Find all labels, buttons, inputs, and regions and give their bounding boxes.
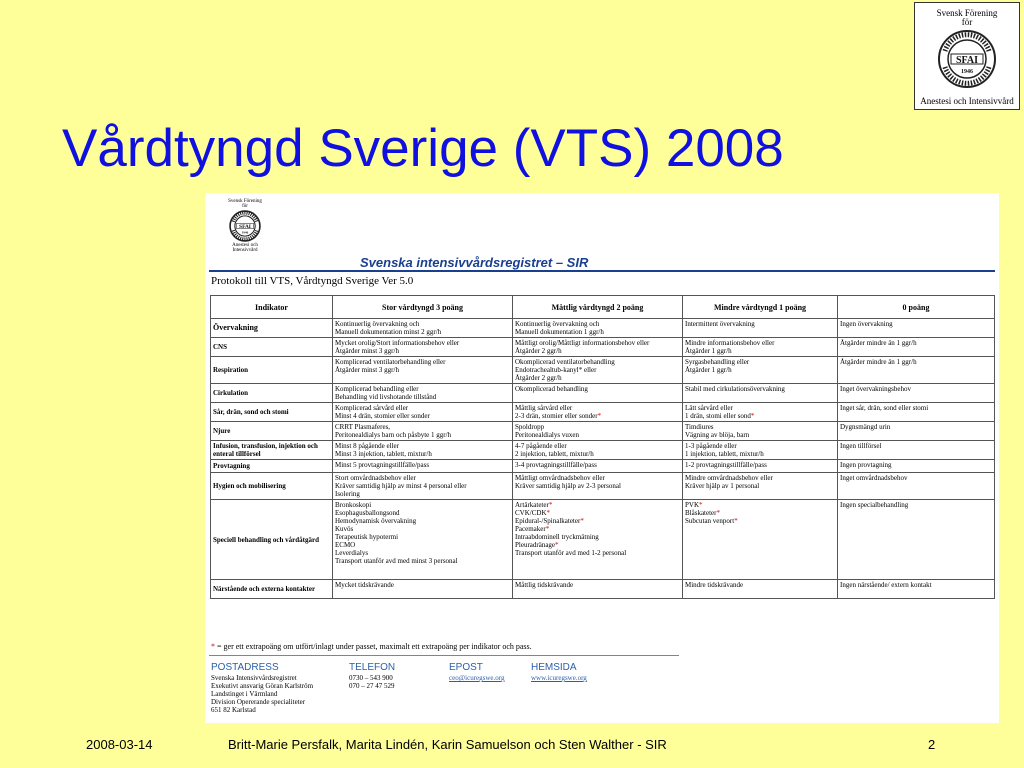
cell-line: Åtgärder 2 ggr/h <box>515 347 562 355</box>
cell-2-points <box>513 580 683 599</box>
cell-line: Blåskateter* <box>685 509 720 517</box>
cell-3-points <box>333 384 513 403</box>
cell-line: 1-3 pågående eller <box>685 442 737 450</box>
table-body <box>211 319 995 599</box>
cell-line: Måttligt orolig/Måttligt informationsbehov eller <box>515 339 650 347</box>
cell-3-points <box>333 500 513 580</box>
cell-line: Ingen specialbehandling <box>840 501 909 509</box>
cell-line: Terapeutisk hypotermi <box>335 533 399 541</box>
cell-1-point <box>683 422 838 441</box>
cell-line: Åtgärder 2 ggr/h <box>515 374 562 382</box>
cell-0-points <box>838 384 995 403</box>
cell-line: Komplicerad sårvård eller <box>335 404 409 412</box>
cell-line: Kuvös <box>335 525 354 533</box>
header-0-points: 0 poäng <box>838 296 995 319</box>
cell-0-points <box>838 319 995 338</box>
seal-text: SFAI <box>955 55 979 66</box>
telefon-line: 0730 – 543 900 <box>349 674 393 682</box>
table-row <box>211 403 995 422</box>
cell-line: 1-2 provtagningstillfälle/pass <box>685 461 767 469</box>
cell-line: Mycket orolig/Stort informationsbehov eller <box>335 339 460 347</box>
cell-line: Transport utanför avd med minst 3 personal <box>335 557 458 565</box>
logo-bottom-text: Anestesi och Intensivvård <box>920 96 1014 106</box>
extra-point-asterisk: * <box>580 517 584 525</box>
contact-postadress <box>211 662 313 714</box>
cell-line: Komplicerad behandling eller <box>335 385 419 393</box>
cell-1-point <box>683 384 838 403</box>
cell-2-points <box>513 500 683 580</box>
cell-line: Esophagusballongsond <box>335 509 400 517</box>
indicator-cell: Sår, drän, sond och stomi <box>211 403 333 422</box>
cell-line: Stabil med cirkulationsövervakning <box>685 385 785 393</box>
cell-3-points <box>333 357 513 384</box>
cell-1-point <box>683 357 838 384</box>
sfai-logo <box>914 2 1020 110</box>
indicator-cell: Hygien och mobilisering <box>211 473 333 500</box>
cell-0-points <box>838 422 995 441</box>
extra-point-asterisk: * <box>750 412 755 420</box>
cell-line: Bronkoskopi <box>335 501 372 509</box>
cell-0-points <box>838 580 995 599</box>
cell-line: 3-4 provtagningstillfälle/pass <box>515 461 597 469</box>
table-row <box>211 580 995 599</box>
cell-line: Okomplicerad ventilatorbehandling <box>515 358 615 366</box>
cell-line: Måttlig sårvård eller <box>515 404 573 412</box>
table-row <box>211 338 995 357</box>
cell-line: Åtgärder 1 ggr/h <box>685 366 732 374</box>
header-3-points: Stor vårdtyngd 3 poäng <box>333 296 513 319</box>
cell-line: CVK/CDK* <box>515 509 551 517</box>
cell-line: Pacemaker* <box>515 525 550 533</box>
cell-1-point <box>683 500 838 580</box>
cell-line: Syrgasbehandling eller <box>685 358 750 366</box>
cell-line: Åtgärder 1 ggr/h <box>685 347 732 355</box>
cell-line: 1 drän, stomi eller sond* <box>685 412 755 420</box>
doc-logo-top-text: Svensk Förening <box>228 199 262 204</box>
cell-0-points <box>838 473 995 500</box>
cell-line: Mindre tidskrävande <box>685 581 744 589</box>
cell-0-points <box>838 500 995 580</box>
footer-page-number: 2 <box>928 737 936 752</box>
contact-epost <box>449 662 505 682</box>
table-row <box>211 422 995 441</box>
cell-line: Kontinuerlig övervakning och <box>335 320 420 328</box>
cell-line: Åtgärder mindre än 1 ggr/h <box>840 358 917 366</box>
cell-line: PVK* <box>685 501 703 509</box>
cell-line: Inget omvårdnadsbehov <box>840 474 908 482</box>
cell-line: CRRT Plasmaferes, <box>335 423 391 431</box>
cell-2-points <box>513 403 683 422</box>
cell-line: Endotrachealtub-kanyl* eller <box>515 366 597 374</box>
cell-line: 1 injektion, tablett, mixtur/h <box>685 450 764 458</box>
cell-3-points <box>333 403 513 422</box>
cell-line: Minst 3 injektion, tablett, mixtur/h <box>335 450 432 458</box>
cell-line: 2-3 drän, stomier eller sonder* <box>515 412 602 420</box>
table-row <box>211 319 995 338</box>
indicator-cell: Infusion, transfusion, injektion och enteral tillförsel <box>211 441 333 460</box>
indicator-cell: Respiration <box>211 357 333 384</box>
seal-year: 1946 <box>961 69 973 75</box>
cell-line: Hemodynamisk övervakning <box>335 517 417 525</box>
cell-3-points <box>333 580 513 599</box>
cell-line: Kräver samtidig hjälp av minst 4 personal eller <box>335 482 467 490</box>
cell-2-points <box>513 384 683 403</box>
table-row <box>211 473 995 500</box>
cell-line: Inget sår, drän, sond eller stomi <box>840 404 929 412</box>
doc-logo-bottom-text: Anestesi och Intensivvård <box>232 243 258 253</box>
indicator-cell: Speciell behandling och vårdåtgärd <box>211 500 333 580</box>
cell-line: Isolering <box>335 490 360 498</box>
cell-3-points <box>333 441 513 460</box>
cell-line: Intraabdominell tryckmätning <box>515 533 599 541</box>
cell-line: Måttligt omvårdnadsbehov eller <box>515 474 605 482</box>
doc-seal-text: SFAI <box>239 224 251 231</box>
indicator-cell: Övervakning <box>211 319 333 338</box>
cell-2-points <box>513 357 683 384</box>
cell-line: Leverdialys <box>335 549 369 557</box>
postadress-line: Landstinget i Värmland <box>211 690 278 698</box>
cell-line: Behandling vid livshotande tillstånd <box>335 393 437 401</box>
postadress-line: Svenska Intensivvårdsregistret <box>211 674 297 682</box>
doc-seal-icon <box>229 210 261 242</box>
header-1-point: Mindre vårdtyngd 1 poäng <box>683 296 838 319</box>
cell-3-points <box>333 319 513 338</box>
table-row <box>211 460 995 473</box>
cell-3-points <box>333 460 513 473</box>
cell-line: Ingen närstående/ extern kontakt <box>840 581 932 589</box>
cell-1-point <box>683 580 838 599</box>
cell-1-point <box>683 338 838 357</box>
cell-0-points <box>838 403 995 422</box>
cell-3-points <box>333 338 513 357</box>
slide-title: Vårdtyngd Sverige (VTS) 2008 <box>62 119 784 178</box>
cell-line: Måttlig tidskrävande <box>515 581 574 589</box>
postadress-line: Exekutivt ansvarig Göran Karlström <box>211 682 314 690</box>
cell-2-points <box>513 422 683 441</box>
header-2-points: Måttlig vårdtyngd 2 poäng <box>513 296 683 319</box>
cell-line: Subcutan venport* <box>685 517 738 525</box>
logo-for-text: för <box>961 17 973 27</box>
cell-0-points <box>838 357 995 384</box>
extra-point-asterisk: * <box>716 509 720 517</box>
contact-hemsida <box>531 662 587 682</box>
cell-1-point <box>683 473 838 500</box>
epost-label: EPOST <box>449 662 483 673</box>
logo-top-text: Svensk Förening <box>936 8 998 18</box>
cell-0-points <box>838 441 995 460</box>
cell-line: Ingen övervakning <box>840 320 893 328</box>
doc-seal-year: 1946 <box>241 230 249 235</box>
footnote-divider <box>209 655 679 656</box>
cell-2-points <box>513 338 683 357</box>
cell-line: Åtgärder minst 3 ggr/h <box>335 347 399 355</box>
table-header-row <box>211 296 995 319</box>
cell-line: Vägning av blöja, barn <box>685 431 750 439</box>
footnote-text: = ger ett extrapoäng om utfört/inlagt under passet, maximalt ett extrapoäng per indikator och pass. <box>215 642 532 651</box>
cell-line: Timdiures <box>685 423 714 431</box>
cell-line: 2 injektion, tablett, mixtur/h <box>515 450 594 458</box>
cell-line: 4-7 pågående eller <box>515 442 567 450</box>
doc-logo-for-text: för <box>242 204 248 209</box>
cell-1-point <box>683 319 838 338</box>
table-row <box>211 384 995 403</box>
postadress-label: POSTADRESS <box>211 662 279 673</box>
cell-line: Pleuradränage* <box>515 541 559 549</box>
cell-line: Stort omvårdnadsbehov eller <box>335 474 416 482</box>
cell-line: Spoldropp <box>515 423 545 431</box>
header-indikator: Indikator <box>211 296 333 319</box>
cell-2-points <box>513 460 683 473</box>
cell-line: Manuell dokumentation 1 ggr/h <box>515 328 604 336</box>
cell-3-points <box>333 473 513 500</box>
cell-line: Intermittent övervakning <box>685 320 755 328</box>
cell-line: Mindre omvårdnadsbehov eller <box>685 474 773 482</box>
cell-line: Kräver samtidig hjälp av 2-3 personal <box>515 482 621 490</box>
extra-point-asterisk: * <box>555 541 559 549</box>
cell-line: Peritonealdialys barn och påsbyte 1 ggr/h <box>335 431 452 439</box>
extra-point-asterisk: * <box>597 412 602 420</box>
cell-line: Lätt sårvård eller <box>685 404 733 412</box>
footer-date: 2008-03-14 <box>86 737 153 752</box>
registry-title: Svenska intensivvårdsregistret – SIR <box>360 255 589 270</box>
cell-line: Epidural-/Spinalkateter* <box>515 517 584 525</box>
cell-line: Artärkateter* <box>515 501 553 509</box>
indicator-cell: Närstående och externa kontakter <box>211 580 333 599</box>
document-logo <box>221 199 269 257</box>
cell-line: Inget övervakningsbehov <box>840 385 911 393</box>
indicator-cell: Provtagning <box>211 460 333 473</box>
cell-line: Peritonealdialys vuxen <box>515 431 579 439</box>
telefon-line: 070 – 27 47 529 <box>349 682 395 690</box>
divider <box>209 270 995 272</box>
cell-2-points <box>513 473 683 500</box>
cell-line: ECMO <box>335 541 356 549</box>
cell-line: Manuell dokumentation minst 2 ggr/h <box>335 328 442 336</box>
footnote-star: * <box>211 642 215 651</box>
vts-table <box>210 295 995 599</box>
cell-3-points <box>333 422 513 441</box>
table-row <box>211 500 995 580</box>
footnote <box>211 642 532 651</box>
hemsida-link[interactable]: www.icuregswe.org <box>531 674 587 682</box>
cell-line: Ingen tillförsel <box>840 442 882 450</box>
extra-point-asterisk: * <box>548 501 553 509</box>
cell-line: Transport utanför avd med 1-2 personal <box>515 549 627 557</box>
cell-line: Okomplicerad behandling <box>515 385 588 393</box>
cell-0-points <box>838 338 995 357</box>
cell-line: Minst 4 drän, stomier eller sonder <box>335 412 430 420</box>
cell-1-point <box>683 441 838 460</box>
protocol-title: Protokoll till VTS, Vårdtyngd Sverige Ver 5.0 <box>211 275 414 287</box>
cell-line: Ingen provtagning <box>840 461 892 469</box>
cell-line: Komplicerad ventilatorbehandling eller <box>335 358 446 366</box>
seal-icon <box>937 29 997 89</box>
cell-2-points <box>513 441 683 460</box>
vts-protocol-document <box>205 193 999 723</box>
cell-line: Dygnsmängd urin <box>840 423 891 431</box>
cell-line: Kräver hjälp av 1 personal <box>685 482 760 490</box>
cell-line: Minst 5 provtagningstillfälle/pass <box>335 461 430 469</box>
footer-authors: Britt-Marie Persfalk, Marita Lindén, Karin Samuelson och Sten Walther - SIR <box>228 737 667 752</box>
postadress-line: 651 82 Karlstad <box>211 706 256 714</box>
indicator-cell: CNS <box>211 338 333 357</box>
cell-2-points <box>513 319 683 338</box>
extra-point-asterisk: * <box>699 501 703 509</box>
cell-line: Åtgärder mindre än 1 ggr/h <box>840 339 917 347</box>
extra-point-asterisk: * <box>546 509 551 517</box>
extra-point-asterisk: * <box>734 517 738 525</box>
table-row <box>211 357 995 384</box>
epost-link[interactable]: ceo@icuregswe.org <box>449 674 505 682</box>
telefon-label: TELEFON <box>349 662 396 673</box>
table-row <box>211 441 995 460</box>
cell-line: Kontinuerlig övervakning och <box>515 320 600 328</box>
extra-point-asterisk: * <box>545 525 550 533</box>
cell-line: Mindre informationsbehov eller <box>685 339 775 347</box>
cell-1-point <box>683 403 838 422</box>
hemsida-label: HEMSIDA <box>531 662 577 673</box>
cell-line: Mycket tidskrävande <box>335 581 394 589</box>
cell-0-points <box>838 460 995 473</box>
cell-1-point <box>683 460 838 473</box>
cell-line: Minst 8 pågående eller <box>335 442 399 450</box>
postadress-line: Division Opererande specialiteter <box>211 698 306 706</box>
contact-telefon <box>349 662 395 690</box>
cell-line: Åtgärder minst 3 ggr/h <box>335 366 399 374</box>
indicator-cell: Cirkulation <box>211 384 333 403</box>
indicator-cell: Njure <box>211 422 333 441</box>
